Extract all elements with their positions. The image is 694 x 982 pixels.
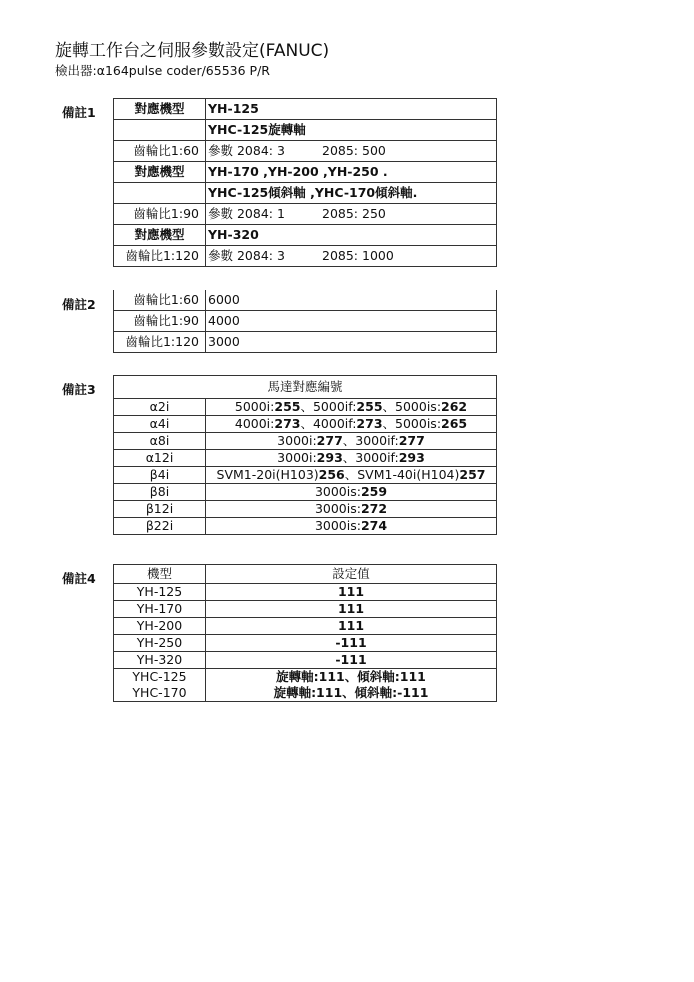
motor-model: β8i	[114, 484, 206, 501]
model-label: 對應機型	[114, 162, 206, 183]
table-row	[114, 565, 497, 584]
machine-model: YHC-170	[114, 685, 206, 702]
motor-model: β12i	[114, 501, 206, 518]
note4-label: 備註4	[62, 571, 96, 586]
setting-value: 111	[206, 618, 497, 635]
motor-codes: 3000is:274	[206, 518, 497, 535]
note3-label: 備註3	[62, 382, 96, 397]
model-label: 對應機型	[114, 225, 206, 246]
table-row	[114, 484, 497, 501]
motor-model: α4i	[114, 416, 206, 433]
setting-value: 旋轉軸:111、傾斜軸:111	[206, 669, 497, 686]
encoder-subtitle: 檢出器:α164pulse coder/65536 P/R	[55, 63, 270, 78]
note3-table	[113, 375, 497, 535]
model-value: YH-320	[206, 225, 497, 246]
setting-value: 111	[206, 601, 497, 618]
table-row	[114, 99, 497, 120]
table-row	[114, 120, 497, 141]
table-row	[114, 467, 497, 484]
note1-label: 備註1	[62, 105, 96, 120]
motor-codes: 3000i:293、3000if:293	[206, 450, 497, 467]
note1-table	[113, 98, 497, 267]
motor-model: β22i	[114, 518, 206, 535]
machine-model: YH-200	[114, 618, 206, 635]
table-row	[114, 311, 497, 332]
table-row	[114, 450, 497, 467]
table-row	[114, 635, 497, 652]
motor-codes: 3000is:259	[206, 484, 497, 501]
machine-model: YH-320	[114, 652, 206, 669]
table-row	[114, 162, 497, 183]
param-2084: 參數 2084: 1	[206, 204, 321, 225]
table-row	[114, 601, 497, 618]
table-row	[114, 204, 497, 225]
table-row	[114, 669, 497, 686]
page-title: 旋轉工作台之伺服參數設定(FANUC)	[55, 41, 330, 61]
model-value: YH-125	[206, 99, 497, 120]
setting-value: 旋轉軸:111、傾斜軸:-111	[206, 685, 497, 702]
setting-value: -111	[206, 635, 497, 652]
machine-model: YH-170	[114, 601, 206, 618]
motor-codes: SVM1-20i(H103)256、SVM1-40i(H104)257	[206, 467, 497, 484]
gear-ratio-label: 齒輪比1:120	[114, 332, 206, 353]
motor-model: α8i	[114, 433, 206, 450]
machine-model: YH-250	[114, 635, 206, 652]
motor-code-header: 馬達對應編號	[114, 376, 497, 399]
table-row	[114, 246, 497, 267]
table-row	[114, 225, 497, 246]
gear-ratio-label: 齒輪比1:90	[114, 204, 206, 225]
table-row	[114, 433, 497, 450]
note2-label: 備註2	[62, 297, 96, 312]
param-2085: 2085: 1000	[320, 246, 497, 267]
table-row	[114, 584, 497, 601]
table-row	[114, 685, 497, 702]
param-2085: 2085: 250	[320, 204, 497, 225]
table-row	[114, 618, 497, 635]
model-value: YHC-125旋轉軸	[206, 120, 497, 141]
note2-table	[113, 290, 497, 353]
setting-value: 111	[206, 584, 497, 601]
model-value: YH-170 ,YH-200 ,YH-250 .	[206, 162, 497, 183]
table-row	[114, 501, 497, 518]
param-2085: 2085: 500	[320, 141, 497, 162]
motor-codes: 3000is:272	[206, 501, 497, 518]
setting-value: 3000	[206, 332, 497, 353]
model-column-header: 機型	[114, 565, 206, 584]
table-row	[114, 652, 497, 669]
motor-codes: 4000i:273、4000if:273、5000is:265	[206, 416, 497, 433]
motor-model: α2i	[114, 399, 206, 416]
setting-column-header: 設定值	[206, 565, 497, 584]
table-row	[114, 183, 497, 204]
table-row	[114, 290, 497, 311]
table-row	[114, 416, 497, 433]
param-2084: 參數 2084: 3	[206, 246, 321, 267]
machine-model: YH-125	[114, 584, 206, 601]
table-row	[114, 332, 497, 353]
table-row	[114, 376, 497, 399]
table-row	[114, 141, 497, 162]
motor-codes: 5000i:255、5000if:255、5000is:262	[206, 399, 497, 416]
gear-ratio-label: 齒輪比1:60	[114, 290, 206, 311]
table-row	[114, 518, 497, 535]
motor-model: β4i	[114, 467, 206, 484]
gear-ratio-label: 齒輪比1:60	[114, 141, 206, 162]
setting-value: 4000	[206, 311, 497, 332]
gear-ratio-label: 齒輪比1:120	[114, 246, 206, 267]
machine-model: YHC-125	[114, 669, 206, 686]
setting-value: -111	[206, 652, 497, 669]
note4-table	[113, 564, 497, 702]
model-value: YHC-125傾斜軸 ,YHC-170傾斜軸.	[206, 183, 497, 204]
setting-value: 6000	[206, 290, 497, 311]
model-label: 對應機型	[114, 99, 206, 120]
table-row	[114, 399, 497, 416]
motor-codes: 3000i:277、3000if:277	[206, 433, 497, 450]
param-2084: 參數 2084: 3	[206, 141, 321, 162]
gear-ratio-label: 齒輪比1:90	[114, 311, 206, 332]
motor-model: α12i	[114, 450, 206, 467]
